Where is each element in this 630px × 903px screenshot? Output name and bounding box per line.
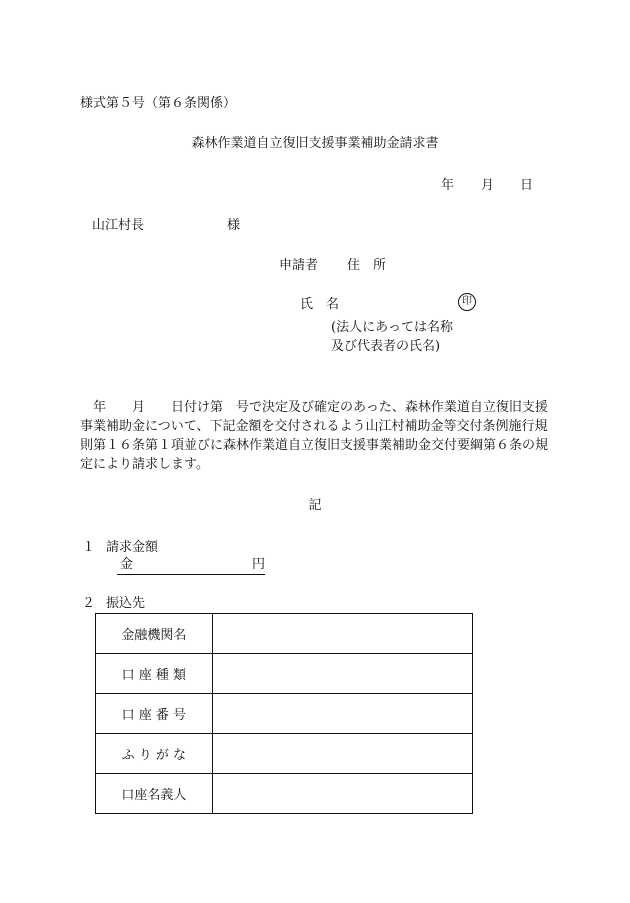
request-statement: 年 月 日付け第 号で決定及び確定のあった、森林作業道自立復旧支援事業補助金について、下記金額を交付されるよう山江村補助金等交付条例施行規則第１６条第１項並びに森林作業道自立復旧支援事業補助金交付要綱第６条の規定により請求します。: [80, 400, 549, 472]
table-row: [96, 774, 473, 814]
amount-suffix: 円: [251, 557, 265, 572]
furigana-value[interactable]: [212, 734, 472, 774]
account-holder-value[interactable]: [212, 774, 472, 814]
table-row: [96, 734, 473, 774]
addressee-honorific: 様: [227, 218, 241, 233]
bank-name-label: 金融機関名: [96, 614, 213, 654]
date-month-label: 月: [481, 178, 495, 193]
form-number: 様式第５号（第６条関係）: [80, 96, 237, 111]
item1-number: １: [82, 540, 96, 555]
applicant-address-label: 住 所: [347, 258, 387, 273]
bank-name-value[interactable]: [212, 614, 472, 654]
furigana-label: ふ り が な: [96, 734, 213, 774]
account-number-label: 口 座 番 号: [96, 694, 213, 734]
table-row: [96, 694, 473, 734]
account-type-label: 口 座 種 類: [96, 654, 213, 694]
amount-field[interactable]: [117, 557, 265, 575]
applicant-name-label: 氏 名: [300, 297, 340, 312]
addressee-name: 山江村長: [92, 218, 145, 233]
amount-prefix: 金: [120, 557, 134, 572]
ki-heading: 記: [308, 498, 322, 513]
document-title: 森林作業道自立復旧支援事業補助金請求書: [191, 136, 439, 151]
account-type-value[interactable]: [212, 654, 472, 694]
table-row: [96, 654, 473, 694]
item2-label: 振込先: [106, 596, 146, 611]
date-year-label: 年: [441, 178, 455, 193]
bank-account-table: [95, 613, 473, 814]
applicant-label: 申請者: [279, 258, 319, 273]
seal-icon: 印: [458, 293, 476, 311]
account-holder-label: 口座名義人: [96, 774, 213, 814]
applicant-name-note: (法人にあっては名称及び代表者の氏名): [331, 320, 453, 354]
account-number-value[interactable]: [212, 694, 472, 734]
table-row: [96, 614, 473, 654]
date-day-label: 日: [520, 178, 534, 193]
item1-label: 請求金額: [106, 540, 159, 555]
item2-number: ２: [82, 596, 96, 611]
